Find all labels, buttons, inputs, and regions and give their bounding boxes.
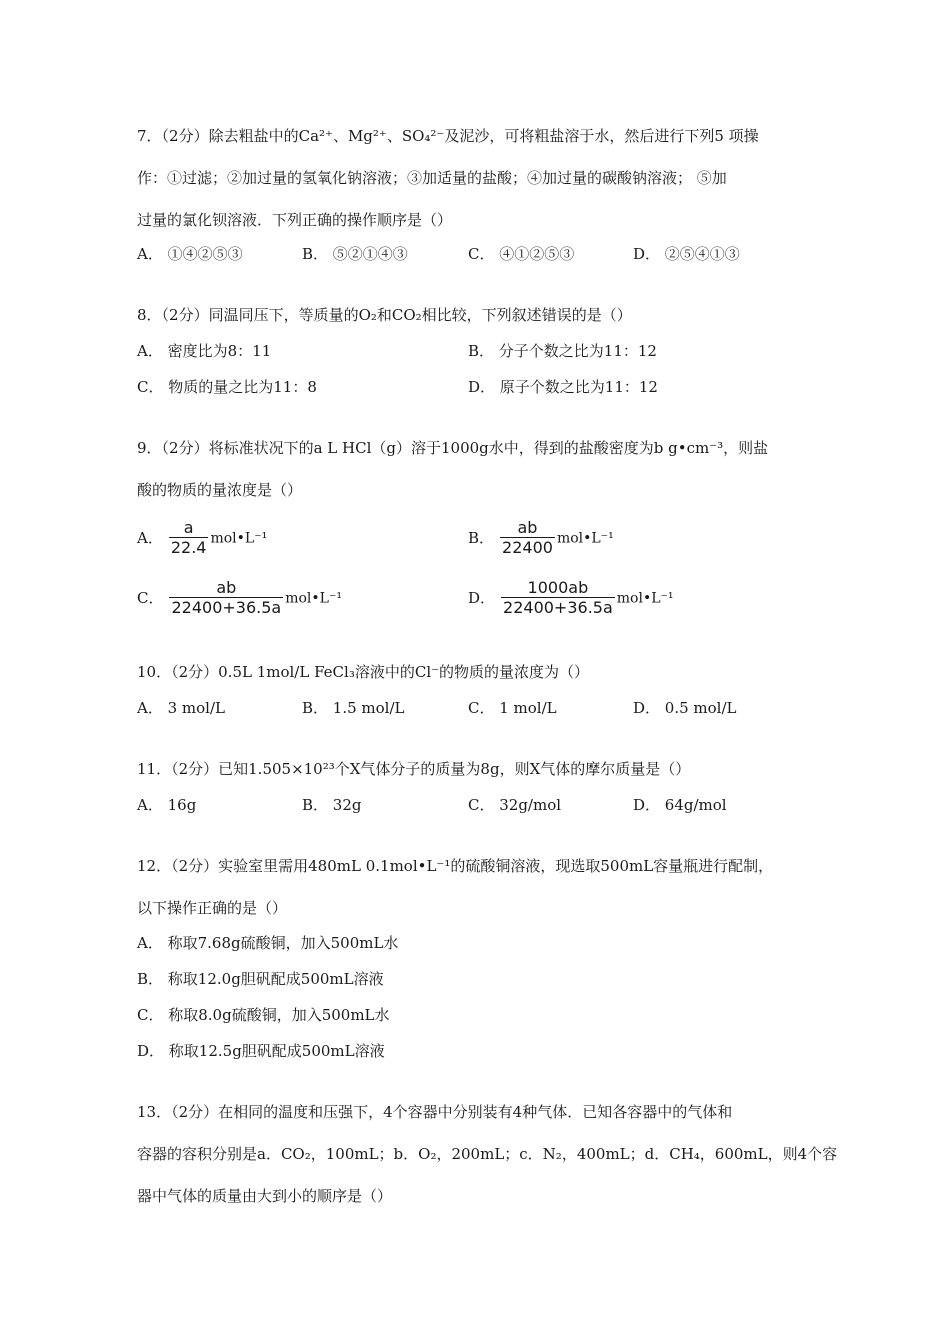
- q10-stem: 10．（2分）0.5L 1mol/L FeCl₃溶液中的Cl⁻的物质的量浓度为（）: [137, 663, 590, 681]
- q10-option-a: A． 3 mol/L: [137, 699, 225, 717]
- unit: mol•L⁻¹: [210, 530, 268, 547]
- q9-option-d: [468, 579, 674, 618]
- fraction-denominator: 22400+36.5a: [171, 598, 282, 617]
- q9-option-b-label: B．: [468, 528, 495, 547]
- q7-stem-line-3: 过量的氯化钡溶液．下列正确的操作顺序是（）: [137, 211, 453, 229]
- q9-option-d-fraction: [501, 579, 615, 618]
- q13-stem-line-3: 器中气体的质量由大到小的顺序是（）: [137, 1187, 393, 1205]
- q9-stem-line-2: 酸的物质的量浓度是（）: [137, 481, 303, 499]
- q9-option-c: [137, 579, 342, 618]
- fraction-denominator: 22400+36.5a: [503, 598, 613, 617]
- q9-stem-line-1: 9．（2分）将标准状况下的a L HCl（g）溶于1000g水中，得到的盐酸密度为b g•cm⁻³，则盐: [137, 439, 769, 457]
- q9-option-b-fraction: [500, 519, 555, 558]
- unit: mol•L⁻¹: [556, 530, 614, 547]
- q11-stem: 11．（2分）已知1.505×10²³个X气体分子的质量为8g，则X气体的摩尔质量是（）: [137, 760, 691, 778]
- q8-option-c: C． 物质的量之比为11：8: [137, 378, 317, 396]
- fraction-numerator: ab: [169, 579, 283, 598]
- q10-option-d: D． 0.5 mol/L: [633, 699, 737, 717]
- q9-option-d-label: D．: [468, 588, 496, 607]
- q8-option-a: A． 密度比为8：11: [137, 342, 272, 360]
- q11-option-c: C． 32g/mol: [468, 796, 562, 814]
- q9-option-a: [137, 519, 267, 558]
- q11-option-a: A． 16g: [137, 796, 197, 814]
- fraction-numerator: a: [169, 519, 209, 538]
- q9-option-c-label: C．: [137, 588, 164, 607]
- q10-option-c: C． 1 mol/L: [468, 699, 557, 717]
- q12-option-c: C． 称取8.0g硫酸铜，加入500mL水: [137, 1006, 390, 1024]
- unit: mol•L⁻¹: [616, 590, 674, 607]
- q7-option-d: D． ②⑤④①③: [633, 245, 740, 263]
- q9-option-b: [468, 519, 614, 558]
- q9-option-a-label: A．: [137, 528, 163, 547]
- q7-option-c: C． ④①②⑤③: [468, 245, 575, 263]
- q8-option-d: D． 原子个数之比为11：12: [468, 378, 658, 396]
- q12-option-d: D． 称取12.5g胆矾配成500mL溶液: [137, 1042, 385, 1060]
- q9-option-a-fraction: [169, 519, 209, 558]
- q12-option-b: B． 称取12.0g胆矾配成500mL溶液: [137, 970, 384, 988]
- fraction-numerator: ab: [500, 519, 555, 538]
- fraction-numerator: 1000ab: [501, 579, 615, 598]
- q13-stem-line-1: 13．（2分）在相同的温度和压强下，4个容器中分别装有4种气体．已知各容器中的气体和: [137, 1103, 733, 1121]
- fraction-denominator: 22400: [502, 538, 553, 557]
- q11-option-d: D． 64g/mol: [633, 796, 727, 814]
- q12-stem-line-1: 12．（2分）实验室里需用480mL 0.1mol•L⁻¹的硫酸铜溶液，现选取500mL容量瓶进行配制，: [137, 857, 774, 875]
- fraction-denominator: 22.4: [170, 538, 207, 557]
- q12-option-a: A． 称取7.68g硫酸铜，加入500mL水: [137, 934, 399, 952]
- q11-option-b: B． 32g: [302, 796, 362, 814]
- q10-option-b: B． 1.5 mol/L: [302, 699, 405, 717]
- q7-option-b: B． ⑤②①④③: [302, 245, 408, 263]
- unit: mol•L⁻¹: [285, 590, 342, 607]
- q12-stem-line-2: 以下操作正确的是（）: [137, 899, 288, 917]
- q7-option-a: A． ①④②⑤③: [137, 245, 243, 263]
- q8-option-b: B． 分子个数之比为11：12: [468, 342, 657, 360]
- q8-stem: 8．（2分）同温同压下，等质量的O₂和CO₂相比较，下列叙述错误的是（）: [137, 306, 632, 324]
- q7-stem-line-1: 7．（2分）除去粗盐中的Ca²⁺、Mg²⁺、SO₄²⁻及泥沙，可将粗盐溶于水，然后进行下列5 项操: [137, 127, 759, 145]
- q7-stem-line-2: 作：①过滤；②加过量的氢氧化钠溶液；③加适量的盐酸；④加过量的碳酸钠溶液； ⑤加: [137, 169, 727, 187]
- q13-stem-line-2: 容器的容积分别是a．CO₂，100mL；b．O₂，200mL；c．N₂，400mL；d．CH₄，600mL，则4个容: [137, 1145, 838, 1163]
- q9-option-c-fraction: [169, 579, 283, 618]
